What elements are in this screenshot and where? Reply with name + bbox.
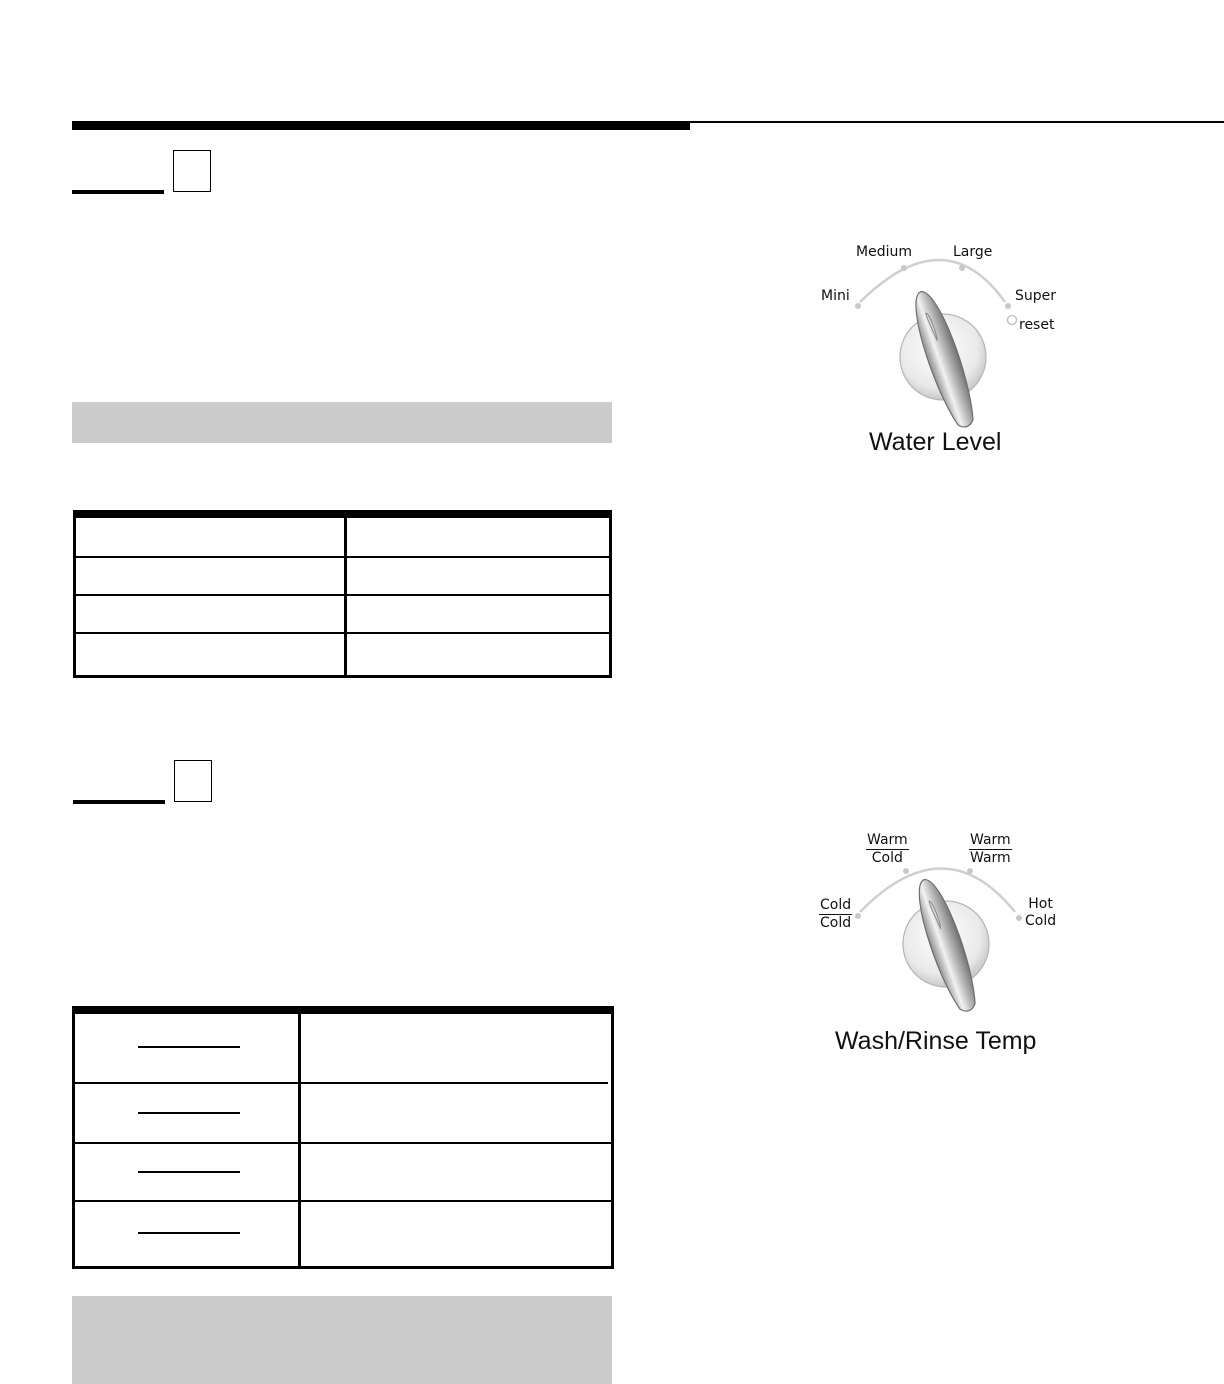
water-level-large-label: Large [953,244,993,260]
header-rule-thin [690,121,1224,123]
table-2-fraction-line [138,1112,240,1114]
step-1-number-box [173,150,211,192]
hot-cold-wash-text: Hot [1028,896,1053,912]
water-level-medium-label: Medium [856,244,912,260]
cold-cold-wash-text: Cold [820,897,852,913]
cold-cold-rinse-text: Cold [820,915,852,931]
step-1-underline [72,190,164,194]
table-2-row-line [75,1082,608,1084]
water-level-title: Water Level [869,428,1002,456]
hot-cold-label [1025,896,1056,930]
warm-cold-rinse-text: Cold [871,850,903,866]
wash-rinse-table [72,1006,614,1269]
warm-warm-wash-text: Warm [970,832,1011,848]
water-level-table [73,510,612,678]
table-1-row-line [76,632,609,634]
table-1-column-divider [344,518,347,675]
medium-indicator-dot [901,265,907,271]
water-level-super-label: Super [1015,288,1057,304]
hot-cold-rinse-text: Cold [1025,913,1057,929]
table-1-row-line [76,556,609,558]
cold-cold-indicator-dot [855,913,861,919]
step-2-number-box [174,760,212,802]
water-level-mini-label: Mini [821,288,850,304]
note-band-2 [72,1296,612,1384]
wash-rinse-title: Wash/Rinse Temp [835,1027,1037,1055]
warm-warm-label [969,832,1012,867]
warm-cold-wash-text: Warm [867,832,908,848]
warm-cold-label [866,832,909,867]
warm-cold-indicator-dot [903,868,909,874]
cold-cold-label [819,897,852,932]
water-level-reset-label: reset [1019,317,1055,333]
warm-warm-rinse-text: Warm [970,850,1011,866]
header-rule-thick [72,121,690,130]
table-2-column-divider [298,1014,301,1266]
warm-warm-indicator-dot [967,868,973,874]
reset-indicator-ring [1008,316,1017,325]
mini-indicator-dot [855,303,861,309]
note-band-1 [72,402,612,443]
table-1-row-line [76,594,609,596]
large-indicator-dot [959,265,965,271]
water-level-arc [860,260,1005,302]
hot-cold-indicator-dot [1016,915,1022,921]
step-2-underline [73,800,165,804]
table-2-fraction-line [138,1171,240,1173]
table-2-row-line [75,1200,611,1202]
super-indicator-dot [1005,303,1011,309]
table-2-fraction-line [138,1232,240,1234]
water-level-dial[interactable] [800,230,1080,440]
table-2-row-line [75,1142,611,1144]
table-2-fraction-line [138,1046,240,1048]
